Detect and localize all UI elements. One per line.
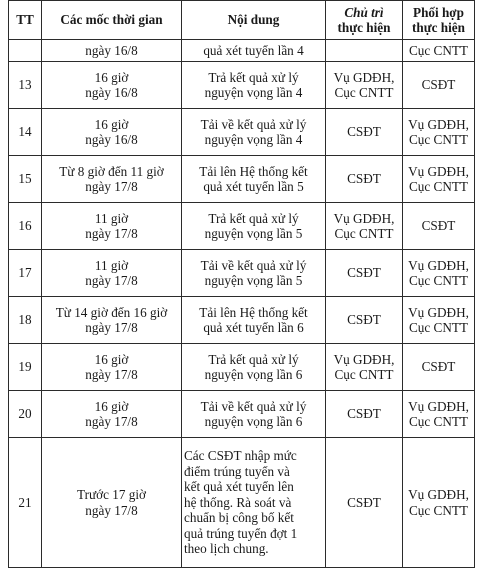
cell-lead-line: Cục CNTT xyxy=(334,367,394,382)
table-row xyxy=(9,203,475,250)
cell-content-line: Tải về kết quả xử lý xyxy=(200,257,307,273)
table-row xyxy=(9,40,475,62)
cell-content-line: kết quả xét tuyển lên xyxy=(184,479,294,495)
cell-content xyxy=(182,438,326,568)
table-row xyxy=(9,438,475,568)
table-row xyxy=(9,391,475,438)
cell-tt: 21 xyxy=(9,438,42,568)
table-row xyxy=(9,156,475,203)
header-time: Các mốc thời gian xyxy=(42,1,182,40)
cell-time-line: ngày 17/8 xyxy=(85,414,138,429)
cell-content-line: nguyện vọng lần 5 xyxy=(204,226,303,241)
cell-coop-line: Vụ GDĐH, xyxy=(408,163,469,179)
cell-content xyxy=(182,391,326,438)
cell-content-line: chuẩn bị công bố kết xyxy=(184,510,294,526)
cell-time-line: ngày 17/8 xyxy=(85,179,138,194)
cell-lead xyxy=(326,391,403,438)
cell-lead-line: Cục CNTT xyxy=(334,226,394,241)
cell-content-line: Tải về kết quả xử lý xyxy=(200,398,307,414)
cell-time xyxy=(42,62,182,109)
cell-time xyxy=(42,438,182,568)
cell-time-line: 16 giờ xyxy=(94,116,129,132)
cell-content-line: theo lịch chung. xyxy=(184,541,269,557)
header-content: Nội dung xyxy=(182,1,326,40)
cell-lead xyxy=(326,344,403,391)
cell-time xyxy=(42,297,182,344)
cell-tt: 13 xyxy=(9,62,42,109)
cell-coop-line: Cục CNTT xyxy=(409,502,468,518)
cell-coop-line: Cục CNTT xyxy=(409,273,468,288)
cell-coop-line: CSĐT xyxy=(421,359,456,375)
cell-content-line: nguyện vọng lần 4 xyxy=(204,132,303,147)
cell-time-line: ngày 17/8 xyxy=(85,367,138,382)
cell-tt: 14 xyxy=(9,109,42,156)
cell-time-line: ngày 16/8 xyxy=(85,42,138,58)
cell-coop xyxy=(403,297,475,344)
cell-content-line: Trả kết quả xử lý xyxy=(208,69,299,85)
cell-content-line: nguyện vọng lần 6 xyxy=(204,367,303,382)
cell-tt: 16 xyxy=(9,203,42,250)
cell-lead xyxy=(326,438,403,568)
table-row xyxy=(9,109,475,156)
cell-content-line: nguyện vọng lần 5 xyxy=(204,273,303,288)
header-lead xyxy=(326,1,403,40)
cell-lead-line: CSĐT xyxy=(347,406,381,422)
cell-lead xyxy=(326,156,403,203)
cell-content-line: Tải lên Hệ thống kết xyxy=(199,304,308,320)
cell-lead-line: CSĐT xyxy=(347,171,381,187)
cell-time xyxy=(42,203,182,250)
cell-time xyxy=(42,344,182,391)
cell-tt xyxy=(9,40,42,62)
cell-coop-line: Vụ GDĐH, xyxy=(408,304,469,320)
table-row xyxy=(9,62,475,109)
cell-coop-line: CSĐT xyxy=(421,77,456,93)
cell-time-line: ngày 17/8 xyxy=(85,226,138,241)
header-tt: TT xyxy=(9,1,42,40)
cell-coop xyxy=(403,344,475,391)
cell-lead xyxy=(326,40,403,62)
cell-time xyxy=(42,40,182,62)
cell-lead-line: Vụ GDĐH, xyxy=(333,69,395,85)
table-row xyxy=(9,344,475,391)
cell-time xyxy=(42,109,182,156)
cell-time-line: ngày 17/8 xyxy=(85,320,138,335)
cell-lead-line: CSĐT xyxy=(347,265,381,281)
cell-time-line: ngày 17/8 xyxy=(85,273,138,288)
header-lead-line-2: thực hiện xyxy=(337,20,391,35)
cell-time xyxy=(42,156,182,203)
cell-time-line: 16 giờ xyxy=(94,398,129,414)
cell-content xyxy=(182,40,326,62)
header-row xyxy=(9,1,475,40)
cell-time-line: Từ 14 giờ đến 16 giờ xyxy=(55,304,168,320)
cell-time xyxy=(42,391,182,438)
cell-content-line: hệ thống. Rà soát và xyxy=(184,494,292,510)
cell-coop-line: Vụ GDĐH, xyxy=(408,398,469,414)
cell-lead-line: Cục CNTT xyxy=(334,85,394,100)
cell-content-line: Tải lên Hệ thống kết xyxy=(199,163,308,179)
cell-coop xyxy=(403,62,475,109)
header-coop-line-1: Phối hợp xyxy=(413,4,464,20)
cell-lead xyxy=(326,297,403,344)
cell-lead-line: CSĐT xyxy=(347,124,381,140)
cell-tt: 17 xyxy=(9,250,42,297)
cell-tt: 15 xyxy=(9,156,42,203)
cell-coop-line: CSĐT xyxy=(421,218,456,234)
cell-coop xyxy=(403,109,475,156)
cell-time-line: 16 giờ xyxy=(94,69,129,85)
cell-content-line: Các CSĐT nhập mức xyxy=(184,448,297,464)
cell-coop xyxy=(403,391,475,438)
cell-coop xyxy=(403,438,475,568)
cell-lead xyxy=(326,250,403,297)
cell-content xyxy=(182,62,326,109)
cell-coop xyxy=(403,156,475,203)
cell-content xyxy=(182,250,326,297)
cell-time xyxy=(42,250,182,297)
cell-coop-line: Cục CNTT xyxy=(409,320,468,335)
table-row xyxy=(9,297,475,344)
cell-lead xyxy=(326,109,403,156)
cell-content-line: nguyện vọng lần 6 xyxy=(204,414,303,429)
cell-lead-line: CSĐT xyxy=(347,494,381,510)
cell-lead-line: Vụ GDĐH, xyxy=(333,210,395,226)
schedule-table xyxy=(8,0,475,568)
cell-content-line: Trả kết quả xử lý xyxy=(208,351,299,367)
cell-time-line: 16 giờ xyxy=(94,351,129,367)
cell-coop-line: Cục CNTT xyxy=(409,132,468,147)
cell-content-line: quả xét tuyển lần 5 xyxy=(203,179,304,194)
cell-time-line: Từ 8 giờ đến 11 giờ xyxy=(59,163,164,179)
cell-content xyxy=(182,156,326,203)
cell-coop xyxy=(403,203,475,250)
cell-time-line: ngày 16/8 xyxy=(85,85,138,100)
cell-lead xyxy=(326,62,403,109)
cell-content xyxy=(182,344,326,391)
cell-coop-line: Vụ GDĐH, xyxy=(408,257,469,273)
header-coop xyxy=(403,1,475,40)
cell-content-line: quả xét tuyển lần 4 xyxy=(203,42,304,58)
cell-coop-line: Vụ GDĐH, xyxy=(408,116,469,132)
cell-lead-line: CSĐT xyxy=(347,312,381,328)
cell-content-line: điểm trúng tuyển và xyxy=(184,463,290,479)
cell-content-line: nguyện vọng lần 4 xyxy=(204,85,303,100)
table-body xyxy=(9,40,475,568)
header-coop-line-2: thực hiện xyxy=(412,20,465,35)
header-lead-line-1: Chủ trì xyxy=(344,4,384,20)
cell-tt: 19 xyxy=(9,344,42,391)
cell-coop-line: Cục CNTT xyxy=(409,42,468,58)
cell-coop-line: Vụ GDĐH, xyxy=(408,487,469,502)
cell-content xyxy=(182,297,326,344)
cell-coop-line: Cục CNTT xyxy=(409,414,468,429)
cell-lead xyxy=(326,203,403,250)
cell-tt: 20 xyxy=(9,391,42,438)
cell-coop xyxy=(403,40,475,62)
cell-time-line: ngày 17/8 xyxy=(85,502,138,518)
cell-coop xyxy=(403,250,475,297)
cell-time-line: Trước 17 giờ xyxy=(77,487,146,502)
cell-time-line: 11 giờ xyxy=(94,257,129,273)
cell-content-line: Tải về kết quả xử lý xyxy=(200,116,307,132)
cell-lead-line: Vụ GDĐH, xyxy=(333,351,395,367)
cell-content xyxy=(182,109,326,156)
cell-content-line: Trả kết quả xử lý xyxy=(208,210,299,226)
cell-time-line: 11 giờ xyxy=(94,210,129,226)
cell-content xyxy=(182,203,326,250)
cell-tt: 18 xyxy=(9,297,42,344)
cell-content-line: quả trúng tuyển đợt 1 xyxy=(184,525,298,541)
cell-time-line: ngày 16/8 xyxy=(85,132,138,147)
table-row xyxy=(9,250,475,297)
cell-coop-line: Cục CNTT xyxy=(409,179,468,194)
cell-content-line: quả xét tuyển lần 6 xyxy=(203,320,304,335)
